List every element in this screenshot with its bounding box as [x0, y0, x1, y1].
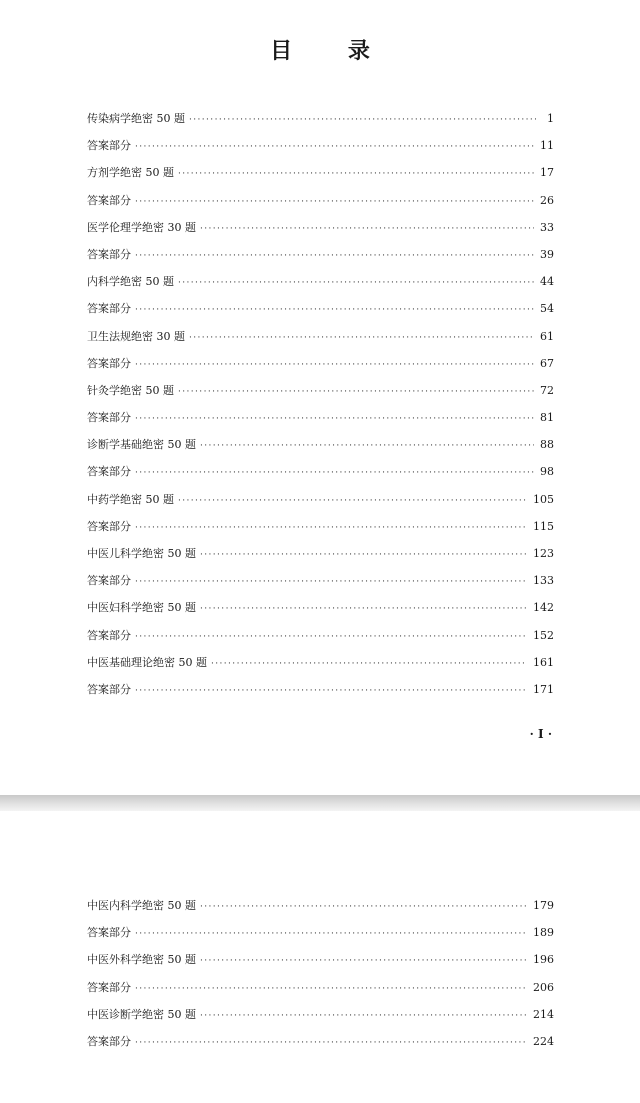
toc-entry-label: 答案部分 — [87, 302, 131, 316]
toc-entry[interactable] — [87, 897, 554, 924]
toc-entry[interactable] — [87, 1033, 554, 1060]
toc-entry-label: 答案部分 — [87, 926, 131, 940]
toc-entry-label: 答案部分 — [87, 574, 131, 588]
toc-entry-label: 卫生法规绝密 30 题 — [87, 329, 185, 343]
toc-entry[interactable] — [87, 273, 554, 300]
toc-leader-dots — [200, 1011, 527, 1021]
toc-entry[interactable] — [87, 300, 554, 327]
toc-entry-label: 答案部分 — [87, 980, 131, 994]
toc-list — [87, 897, 554, 1060]
toc-entry-page-number: 39 — [540, 247, 554, 261]
toc-entry[interactable] — [87, 137, 554, 164]
toc-leader-dots — [178, 496, 527, 506]
toc-leader-dots — [178, 278, 534, 288]
toc-entry-page-number: 81 — [540, 411, 554, 425]
toc-leader-dots — [135, 468, 534, 478]
toc-leader-dots — [135, 686, 527, 696]
toc-list — [87, 110, 554, 708]
toc-leader-dots — [135, 1038, 527, 1048]
toc-entry[interactable] — [87, 979, 554, 1006]
toc-entry-page-number: 115 — [533, 519, 554, 533]
toc-leader-dots — [200, 224, 534, 234]
toc-entry-label: 诊断学基础绝密 50 题 — [87, 438, 196, 452]
toc-entry-label: 答案部分 — [87, 465, 131, 479]
toc-leader-dots — [189, 115, 536, 125]
toc-entry-label: 答案部分 — [87, 193, 131, 207]
toc-entry-page-number: 17 — [540, 166, 554, 180]
toc-leader-dots — [135, 632, 527, 642]
toc-entry[interactable] — [87, 627, 554, 654]
toc-entry-page-number: 142 — [533, 601, 554, 615]
toc-entry[interactable] — [87, 924, 554, 951]
toc-leader-dots — [135, 251, 534, 261]
toc-entry[interactable] — [87, 164, 554, 191]
toc-entry-label: 答案部分 — [87, 519, 131, 533]
toc-entry-label: 答案部分 — [87, 139, 131, 153]
toc-entry-label: 医学伦理学绝密 30 题 — [87, 220, 196, 234]
toc-leader-dots — [135, 984, 527, 994]
toc-entry-label: 内科学绝密 50 题 — [87, 275, 174, 289]
toc-entry-label: 方剂学绝密 50 题 — [87, 166, 174, 180]
toc-leader-dots — [135, 305, 534, 315]
toc-entry[interactable] — [87, 681, 554, 708]
toc-entry-page-number: 33 — [540, 220, 554, 234]
toc-entry-page-number: 98 — [540, 465, 554, 479]
toc-entry[interactable] — [87, 951, 554, 978]
toc-leader-dots — [211, 659, 527, 669]
toc-entry-label: 中医基础理论绝密 50 题 — [87, 655, 207, 669]
toc-entry-page-number: 105 — [533, 492, 554, 506]
toc-entry[interactable] — [87, 110, 554, 137]
toc-entry-page-number: 161 — [533, 655, 554, 669]
toc-entry[interactable] — [87, 654, 554, 681]
toc-entry[interactable] — [87, 599, 554, 626]
toc-entry[interactable] — [87, 409, 554, 436]
page-number: · Ⅰ · — [529, 727, 552, 741]
toc-leader-dots — [135, 414, 534, 424]
toc-entry-page-number: 214 — [533, 1007, 554, 1021]
toc-title: 目 录 — [270, 38, 394, 64]
toc-leader-dots — [135, 197, 534, 207]
toc-entry[interactable] — [87, 1006, 554, 1033]
toc-entry[interactable] — [87, 246, 554, 273]
toc-entry-label: 中药学绝密 50 题 — [87, 492, 174, 506]
toc-leader-dots — [135, 142, 534, 152]
toc-entry[interactable] — [87, 572, 554, 599]
toc-entry[interactable] — [87, 463, 554, 490]
toc-leader-dots — [200, 902, 527, 912]
toc-entry-page-number: 88 — [540, 438, 554, 452]
page-separator — [0, 795, 640, 811]
toc-entry-page-number: 171 — [533, 682, 554, 696]
toc-entry-page-number: 179 — [533, 899, 554, 912]
toc-entry-page-number: 224 — [533, 1034, 554, 1048]
toc-entry[interactable] — [87, 436, 554, 463]
toc-entry-label: 答案部分 — [87, 628, 131, 642]
toc-entry-label: 传染病学绝密 50 题 — [87, 112, 185, 125]
toc-entry-page-number: 206 — [533, 980, 554, 994]
toc-entry[interactable] — [87, 219, 554, 246]
toc-entry-label: 中医诊断学绝密 50 题 — [87, 1007, 196, 1021]
toc-entry-label: 答案部分 — [87, 247, 131, 261]
toc-entry-page-number: 133 — [533, 574, 554, 588]
toc-entry-page-number: 123 — [533, 547, 554, 560]
toc-leader-dots — [200, 441, 534, 451]
toc-entry[interactable] — [87, 518, 554, 545]
toc-entry[interactable] — [87, 192, 554, 219]
toc-entry-page-number: 61 — [540, 329, 554, 343]
toc-entry-page-number: 72 — [540, 383, 554, 397]
toc-leader-dots — [135, 577, 527, 587]
toc-entry[interactable] — [87, 491, 554, 518]
toc-entry[interactable] — [87, 382, 554, 409]
toc-entry-page-number: 26 — [540, 193, 554, 207]
toc-leader-dots — [200, 550, 527, 560]
toc-leader-dots — [178, 169, 534, 179]
toc-entry-page-number: 54 — [540, 302, 554, 316]
toc-entry-page-number: 1 — [547, 112, 554, 125]
toc-entry-label: 中医内科学绝密 50 题 — [87, 899, 196, 912]
document-page-2 — [0, 811, 640, 1103]
toc-entry[interactable] — [87, 328, 554, 355]
toc-entry-label: 中医儿科学绝密 50 题 — [87, 547, 196, 560]
toc-entry-page-number: 44 — [540, 275, 554, 289]
toc-leader-dots — [135, 360, 534, 370]
toc-entry-page-number: 11 — [540, 139, 554, 153]
toc-leader-dots — [178, 387, 534, 397]
toc-entry-label: 中医外科学绝密 50 题 — [87, 953, 196, 967]
toc-entry-page-number: 189 — [533, 926, 554, 940]
toc-entry-label: 答案部分 — [87, 411, 131, 425]
toc-entry[interactable] — [87, 545, 554, 572]
toc-leader-dots — [135, 929, 527, 939]
toc-leader-dots — [135, 523, 527, 533]
toc-leader-dots — [189, 333, 534, 343]
toc-entry-page-number: 67 — [540, 356, 554, 370]
toc-entry-label: 答案部分 — [87, 682, 131, 696]
toc-entry-label: 答案部分 — [87, 1034, 131, 1048]
toc-entry[interactable] — [87, 355, 554, 382]
toc-entry-page-number: 196 — [533, 953, 554, 967]
toc-entry-label: 中医妇科学绝密 50 题 — [87, 601, 196, 615]
toc-entry-label: 答案部分 — [87, 356, 131, 370]
toc-leader-dots — [200, 956, 527, 966]
toc-entry-label: 针灸学绝密 50 题 — [87, 383, 174, 397]
toc-entry-page-number: 152 — [533, 628, 554, 642]
toc-leader-dots — [200, 604, 527, 614]
